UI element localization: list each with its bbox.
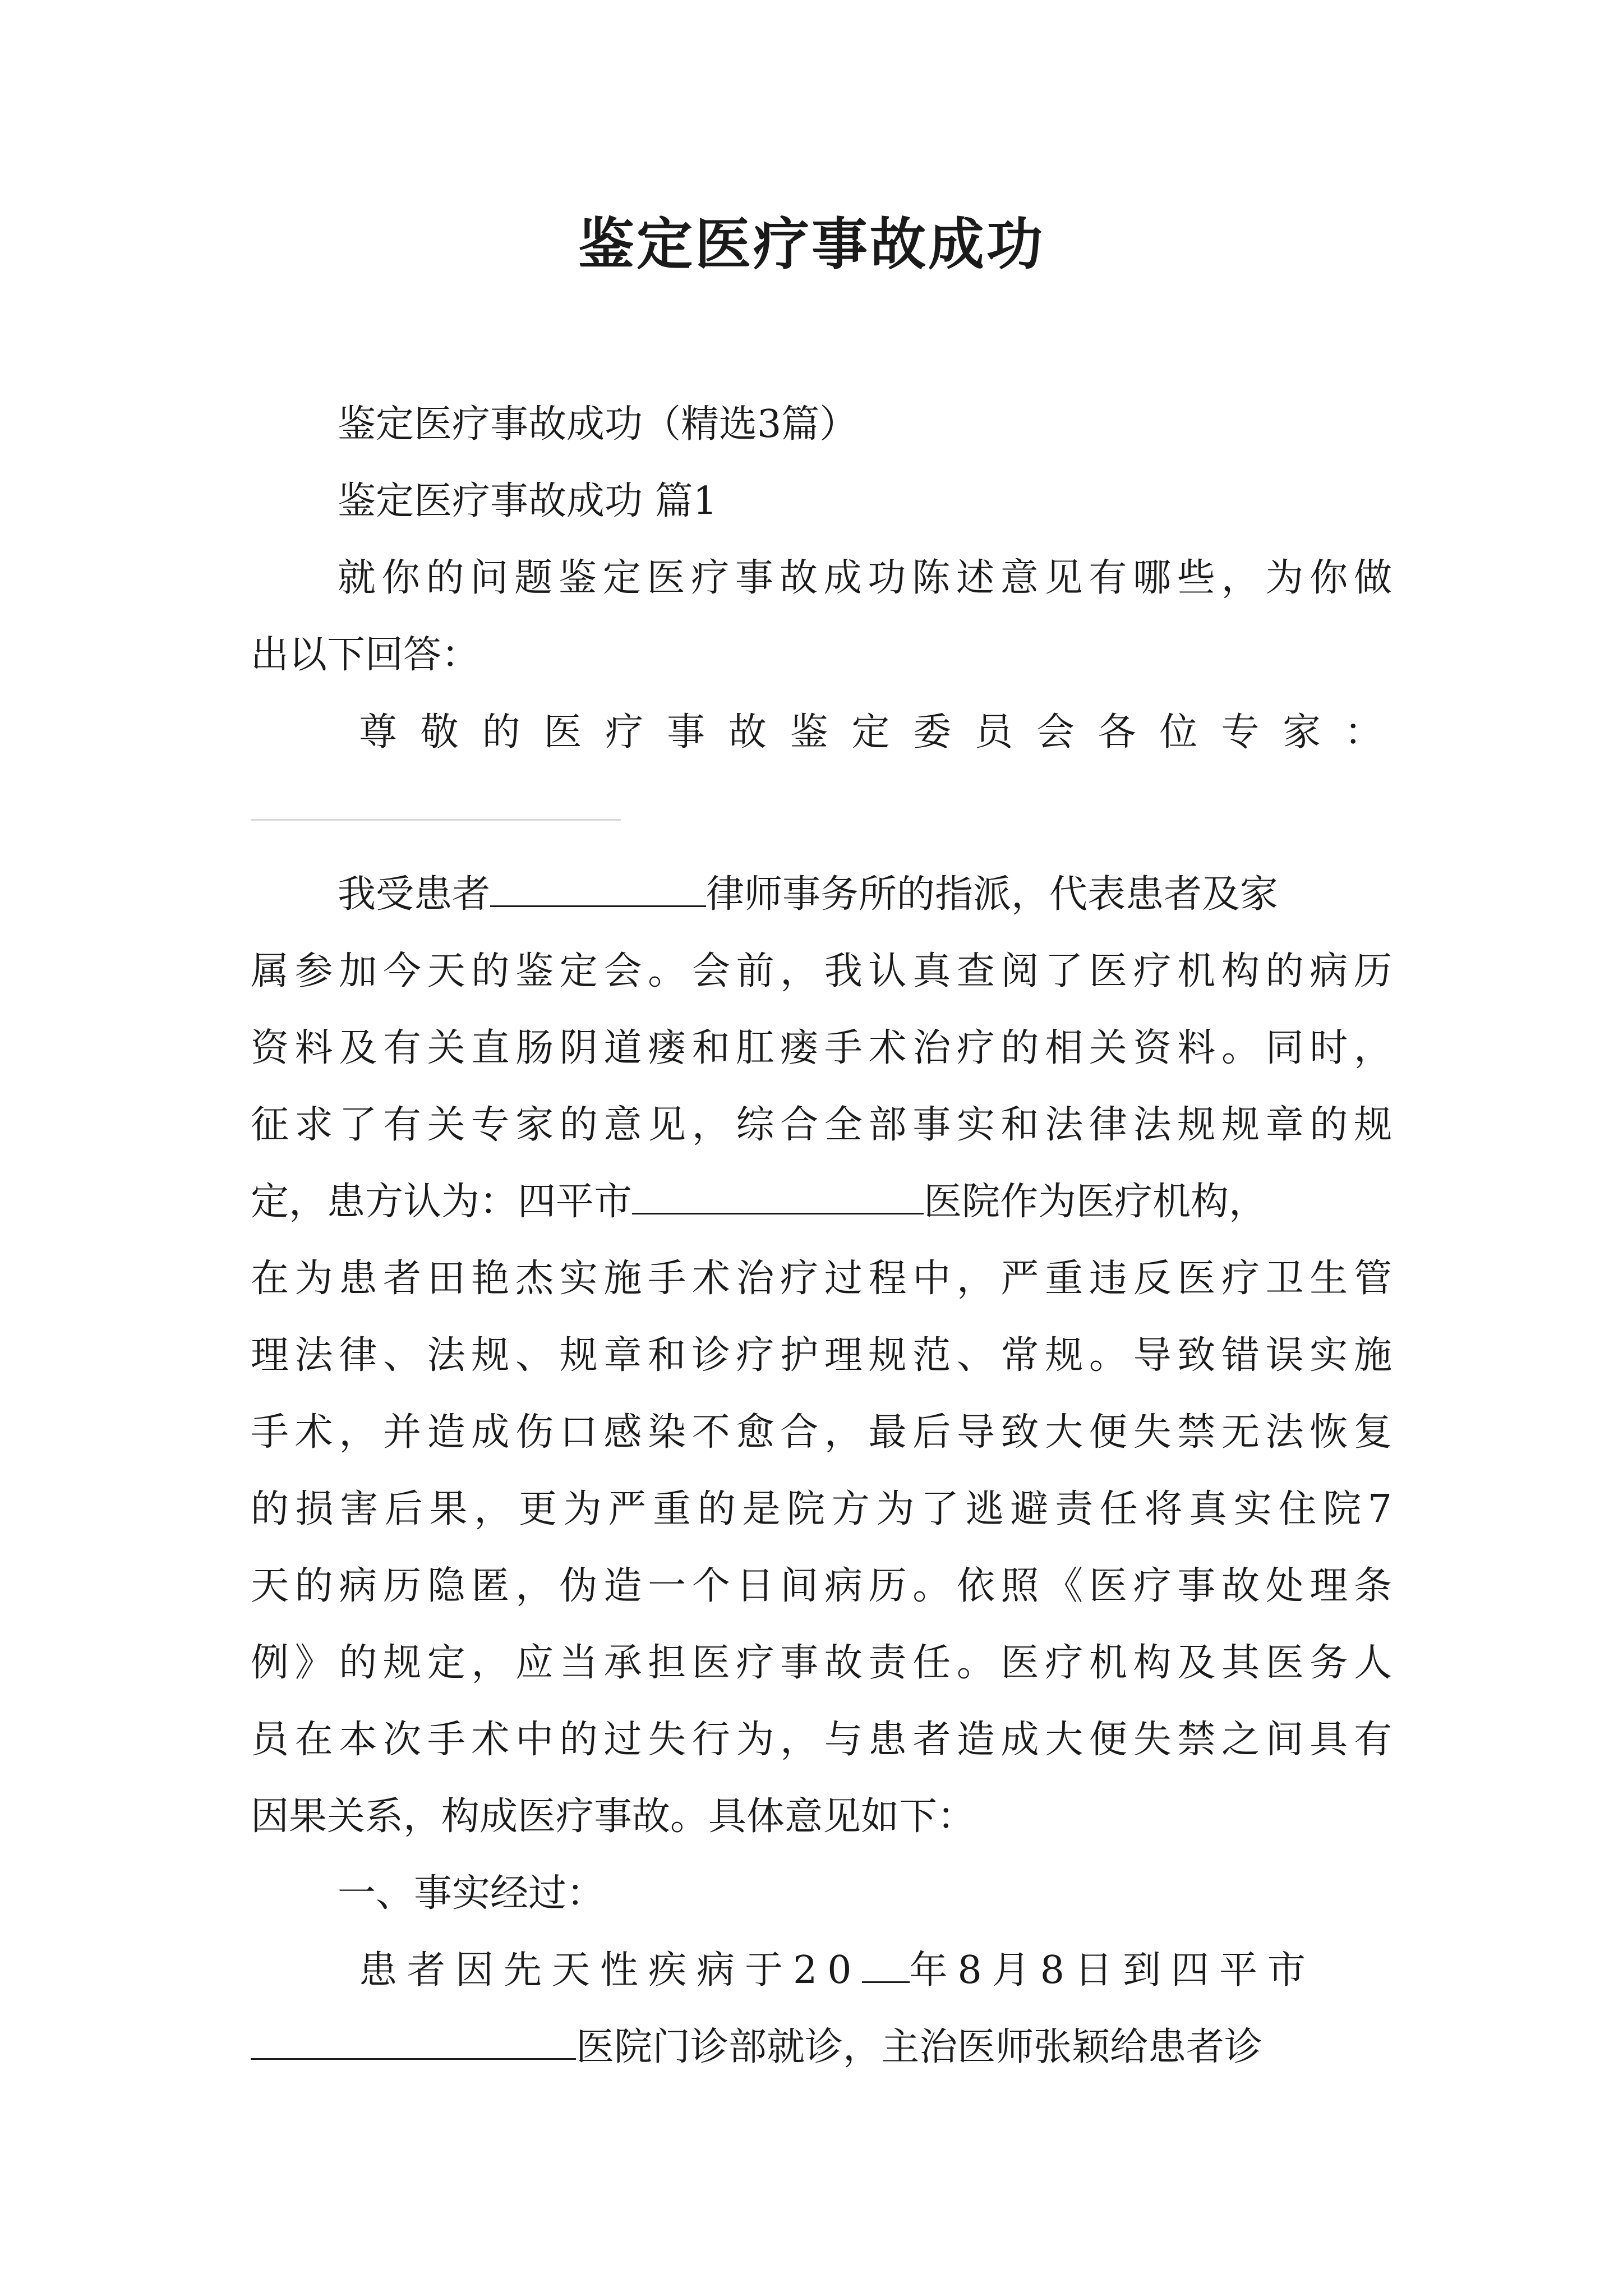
paragraph-line: 员在本次手术中的过失行为，与患者造成大便失禁之间具有 <box>251 1718 1392 1762</box>
paragraph-line <box>251 2009 1392 2086</box>
paragraph-line: 理法律、法规、规章和诊疗护理规范、常规。导致错误实施 <box>251 1333 1392 1378</box>
paragraph-text: 患者因先天性疾病于20 <box>359 1948 862 1993</box>
paragraph-line: 属参加今天的鉴定会。会前，我认真查阅了医疗机构的病历 <box>251 949 1392 993</box>
paragraph-line <box>359 1932 1382 2009</box>
paragraph-line: 征求了有关专家的意见，综合全部事实和法律法规规章的规 <box>251 1103 1392 1147</box>
paragraph-line: 天的病历隐匿，伪造一个日间病历。依照《医疗事故处理条 <box>251 1564 1392 1608</box>
paragraph-text: 医院作为医疗机构， <box>924 1180 1267 1224</box>
paragraph-line: 出以下回答： <box>251 633 480 677</box>
blank-underline <box>251 2024 576 2060</box>
paragraph-line: 手术，并造成伤口感染不愈合，最后导致大便失禁无法恢复 <box>251 1410 1392 1455</box>
subtitle-line: 鉴定医疗事故成功（精选3篇） <box>338 402 858 447</box>
section-heading: 鉴定医疗事故成功 篇1 <box>338 479 717 523</box>
section-heading: 一、事实经过： <box>338 1871 605 1916</box>
paragraph-text: 我受患者 <box>338 872 491 917</box>
separator-line <box>251 819 621 821</box>
blank-underline <box>490 872 706 907</box>
paragraph-text: 年8月8日到四平市 <box>909 1948 1316 1993</box>
paragraph-line: 资料及有关直肠阴道瘘和肛瘘手术治疗的相关资料。同时， <box>251 1026 1392 1070</box>
paragraph-text: 医院门诊部就诊，主治医师张颖给患者诊 <box>576 2025 1263 2069</box>
paragraph-text: 律师事务所的指派，代表患者及家 <box>706 872 1279 917</box>
salutation-line: 尊敬的医疗事故鉴定委员会各位专家： <box>359 710 1382 754</box>
paragraph-line: 因果关系，构成医疗事故。具体意见如下： <box>251 1795 976 1839</box>
document-title: 鉴定医疗事故成功 <box>578 211 1045 277</box>
paragraph-line: 例》的规定，应当承担医疗事故责任。医疗机构及其医务人 <box>251 1641 1392 1685</box>
paragraph-line <box>338 856 1479 933</box>
blank-underline <box>862 1948 910 1983</box>
paragraph-line <box>251 1163 1392 1240</box>
paragraph-line: 的损害后果，更为严重的是院方为了逃避责任将真实住院7 <box>251 1487 1392 1531</box>
paragraph-line: 就你的问题鉴定医疗事故成功陈述意见有哪些，为你做 <box>338 556 1392 600</box>
paragraph-line: 在为患者田艳杰实施手术治疗过程中，严重违反医疗卫生管 <box>251 1257 1392 1301</box>
paragraph-text: 定，患方认为：四平市 <box>251 1180 633 1224</box>
blank-underline <box>632 1179 924 1214</box>
